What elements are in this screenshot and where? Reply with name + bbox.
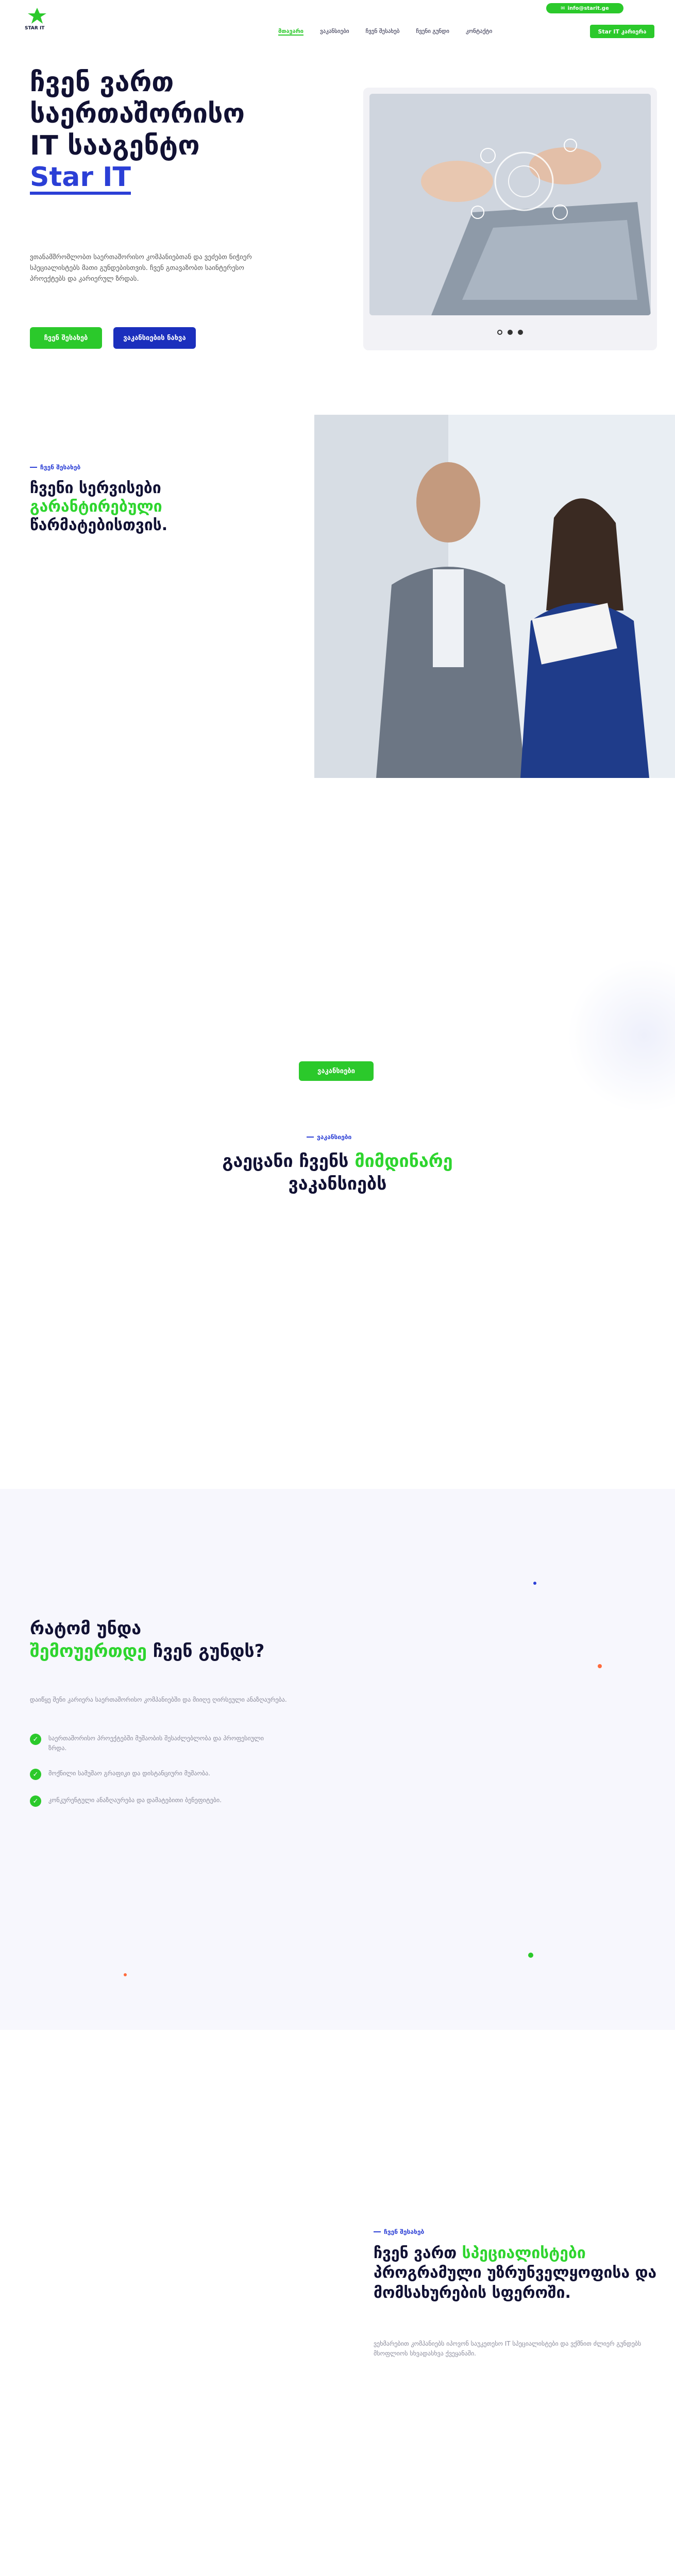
vacancies-title xyxy=(0,1150,675,1195)
services-title xyxy=(30,479,167,535)
nav-item-vacancies[interactable]: ვაკანსიები xyxy=(320,28,349,35)
hero-description: ვთანამშრომლობთ საერთაშორისო კომპანიებთან და ვეძებთ ნიჭიერ სპეციალისტებს მათი გუნდებისთვის. ჩვენ გთავაზობთ საინტერესო პროექტებს და კარიერულ ზრდას. xyxy=(30,253,252,283)
slider-dot-1[interactable] xyxy=(497,330,502,335)
check-icon: ✓ xyxy=(30,1795,41,1807)
speciality-kicker: ჩვენ შესახებ xyxy=(374,2228,424,2235)
hero-title-line3: IT სააგენტო xyxy=(30,130,200,161)
services-title-line3: წარმატებისთვის. xyxy=(30,516,168,534)
decor-glow xyxy=(567,958,675,1113)
decor-dot-blue xyxy=(533,1582,536,1585)
decor-dot-orange xyxy=(598,1664,602,1668)
slider-dot-3[interactable] xyxy=(518,330,523,335)
business-people-photo xyxy=(314,415,675,778)
why-us-title-part2: ჩვენ გუნდს? xyxy=(153,1640,265,1662)
why-us-section xyxy=(0,1489,675,2030)
mail-icon: ✉ xyxy=(561,5,565,11)
why-us-description: დაიწყე შენი კარიერა საერთაშორისო კომპანიებში და მიიღე ღირსეული ანაზღაურება. xyxy=(30,1696,287,1703)
speciality-description: ვეხმარებით კომპანიებს იპოვონ საუკეთესო IT სპეციალისტები და ვქმნით ძლიერ გუნდებს მსოფლიოს სხვადასხვა ქვეყანაში. xyxy=(374,2340,642,2358)
business-team-image xyxy=(314,415,675,778)
logo[interactable] xyxy=(25,7,56,31)
hero-secondary-button[interactable]: ვაკანსიების ნახვა xyxy=(113,327,196,349)
why-us-point xyxy=(30,1769,298,1780)
why-us-point xyxy=(30,1795,298,1807)
star-logo-icon xyxy=(25,7,49,25)
services-intro-section xyxy=(0,407,675,788)
services-kicker: ჩვენ შესახებ xyxy=(30,464,80,471)
vacancies-title-part2: ვაკანსიებს xyxy=(288,1174,387,1195)
why-us-title xyxy=(30,1618,298,1663)
main-nav xyxy=(278,28,492,36)
career-cta-button[interactable]: Star IT კარიერა xyxy=(590,25,654,38)
services-title-line2: გარანტირებული xyxy=(30,498,162,516)
check-icon: ✓ xyxy=(30,1734,41,1745)
nav-item-team[interactable]: ჩვენი გუნდი xyxy=(416,28,449,35)
vacancies-badge-button[interactable]: ვაკანსიები xyxy=(299,1061,374,1081)
contact-email: info@starit.ge xyxy=(567,5,609,11)
hero-title xyxy=(30,67,245,195)
why-us-point xyxy=(30,1734,298,1753)
hero-image xyxy=(363,88,657,350)
vacancies-title-part1: გაეცანი ჩვენს xyxy=(222,1151,349,1172)
contact-email-button[interactable] xyxy=(546,3,623,13)
decor-dot-green xyxy=(528,1953,533,1958)
header xyxy=(0,0,675,36)
vacancies-title-highlight: მიმდინარე xyxy=(355,1151,453,1172)
slider-dot-2[interactable] xyxy=(508,330,513,335)
why-us-title-highlight: შემოუერთდე xyxy=(30,1640,147,1662)
speciality-title xyxy=(374,2244,662,2303)
why-us-point-text: მოქნილი სამუშაო გრაფიკი და დისტანციური მუშაობა. xyxy=(48,1770,211,1777)
nav-item-about[interactable]: ჩვენ შესახებ xyxy=(365,28,400,35)
nav-item-contact[interactable]: კონტაქტი xyxy=(465,28,493,35)
laptop-photo xyxy=(369,94,651,315)
hero-brand: Star IT xyxy=(30,163,131,195)
why-us-point-text: საერთაშორისო პროექტებში მუშაობის შესაძლებლობა და პროფესიული ზრდა. xyxy=(48,1735,264,1752)
why-us-point-text: კონკურენტული ანაზღაურება და დამატებითი ბენეფიტები. xyxy=(48,1797,222,1804)
speciality-section xyxy=(0,2030,675,2576)
hero-title-line2: საერთაშორისო xyxy=(30,98,245,130)
hero-title-line1: ჩვენ ვართ xyxy=(30,67,174,98)
logo-text: STAR IT xyxy=(25,26,45,31)
services-title-line1: ჩვენი სერვისები xyxy=(30,479,161,497)
vacancies-kicker: ვაკანსიები xyxy=(307,1133,351,1141)
nav-item-home[interactable]: მთავარი xyxy=(278,28,304,35)
speciality-title-highlight: სპეციალისტები xyxy=(462,2244,586,2262)
hero-slider-dots xyxy=(369,330,651,335)
decor-dot-orange-2 xyxy=(124,1973,127,1976)
vacancies-section xyxy=(0,804,675,1473)
speciality-title-part2: პროგრამული უზრუნველყოფისა და მომსახურების სფეროში. xyxy=(374,2264,657,2302)
hero-primary-button[interactable]: ჩვენ შესახებ xyxy=(30,327,102,349)
why-us-title-part1: რატომ უნდა xyxy=(30,1618,142,1639)
speciality-title-part1: ჩვენ ვართ xyxy=(374,2244,457,2262)
hero-section xyxy=(0,46,675,366)
check-icon: ✓ xyxy=(30,1769,41,1780)
why-us-points xyxy=(30,1734,298,1807)
